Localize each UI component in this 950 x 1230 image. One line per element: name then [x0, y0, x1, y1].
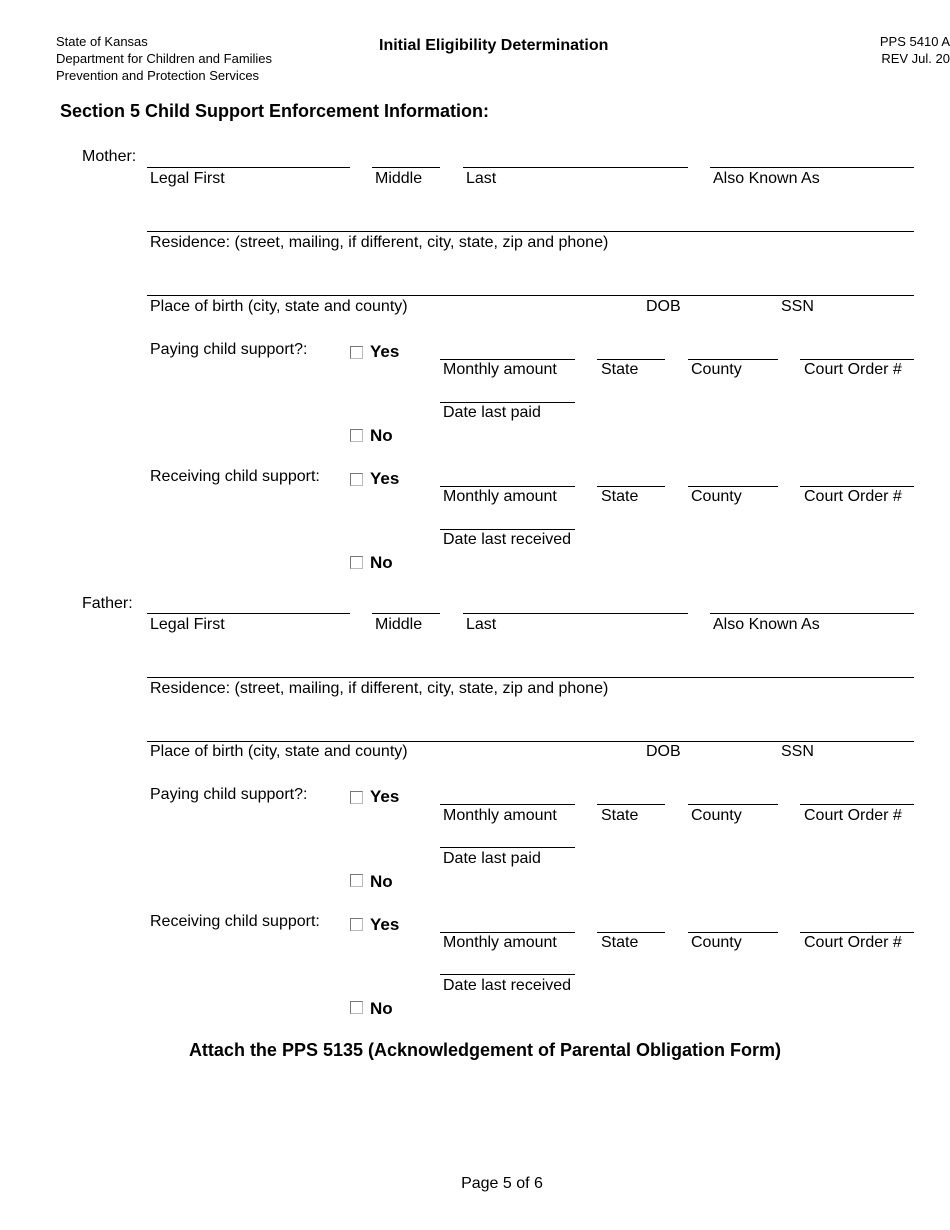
- ssn-label: SSN: [781, 743, 814, 760]
- pob-label: Place of birth (city, state and county): [150, 743, 408, 760]
- father-paying-monthly-amount-field[interactable]: [440, 804, 575, 805]
- org-name: [56, 33, 272, 84]
- aka-label: Also Known As: [713, 616, 820, 633]
- no-label: No: [370, 872, 393, 891]
- father-residence-field[interactable]: [147, 677, 914, 678]
- middle-label: Middle: [375, 170, 423, 187]
- mother-paying-monthly-amount-field[interactable]: [440, 359, 575, 360]
- county-label: County: [691, 361, 742, 378]
- court-order-label: Court Order #: [804, 807, 902, 824]
- mother-pob-dob-ssn-field[interactable]: [147, 295, 914, 296]
- legal-first-label: Legal First: [150, 170, 225, 187]
- mother-paying-state-field[interactable]: [597, 359, 665, 360]
- father-date-last-received-field[interactable]: [440, 974, 575, 975]
- father-label: Father:: [82, 595, 133, 612]
- mother-aka-field[interactable]: [710, 167, 914, 168]
- yes-label: Yes: [370, 342, 400, 361]
- mother-receiving-county-field[interactable]: [688, 486, 778, 487]
- father-receiving-state-field[interactable]: [597, 932, 665, 933]
- yes-label: Yes: [370, 915, 400, 934]
- mother-middle-field[interactable]: [372, 167, 440, 168]
- legal-first-label: Legal First: [150, 616, 225, 633]
- mother-last-field[interactable]: [463, 167, 688, 168]
- father-pob-dob-ssn-field[interactable]: [147, 741, 914, 742]
- state-label: State: [601, 488, 639, 505]
- father-aka-field[interactable]: [710, 613, 914, 614]
- residence-label: Residence: (street, mailing, if different, city, state, zip and phone): [150, 680, 609, 697]
- form-revision: REV Jul. 20: [881, 51, 950, 66]
- court-order-label: Court Order #: [804, 488, 902, 505]
- monthly-amount-label: Monthly amount: [443, 488, 557, 505]
- mother-receiving-court-order-field[interactable]: [800, 486, 914, 487]
- org-line-1: State of Kansas: [56, 34, 148, 49]
- residence-label: Residence: (street, mailing, if different, city, state, zip and phone): [150, 234, 609, 251]
- father-middle-field[interactable]: [372, 613, 440, 614]
- mother-paying-yes-checkbox[interactable]: [350, 346, 363, 359]
- date-last-received-label: Date last received: [443, 531, 572, 548]
- middle-label: Middle: [375, 616, 423, 633]
- no-label: No: [370, 999, 393, 1018]
- mother-paying-court-order-field[interactable]: [800, 359, 914, 360]
- org-line-2: Department for Children and Families: [56, 51, 273, 66]
- receiving-support-label: Receiving child support:: [150, 468, 320, 485]
- father-last-field[interactable]: [463, 613, 688, 614]
- father-receiving-monthly-amount-field[interactable]: [440, 932, 575, 933]
- mother-paying-no-checkbox[interactable]: [350, 429, 363, 442]
- county-label: County: [691, 488, 742, 505]
- dob-label: DOB: [646, 743, 681, 760]
- father-paying-county-field[interactable]: [688, 804, 778, 805]
- mother-label: Mother:: [82, 148, 137, 165]
- father-receiving-yes-checkbox[interactable]: [350, 918, 363, 931]
- last-label: Last: [466, 170, 497, 187]
- page-number: Page 5 of 6: [461, 1175, 543, 1192]
- date-last-paid-label: Date last paid: [443, 850, 541, 867]
- no-label: No: [370, 426, 393, 445]
- mother-date-last-paid-field[interactable]: [440, 402, 575, 403]
- state-label: State: [601, 361, 639, 378]
- pob-label: Place of birth (city, state and county): [150, 298, 408, 315]
- aka-label: Also Known As: [713, 170, 820, 187]
- no-label: No: [370, 553, 393, 572]
- county-label: County: [691, 807, 742, 824]
- father-paying-court-order-field[interactable]: [800, 804, 914, 805]
- state-label: State: [601, 807, 639, 824]
- father-paying-state-field[interactable]: [597, 804, 665, 805]
- father-date-last-paid-field[interactable]: [440, 847, 575, 848]
- org-line-3: Prevention and Protection Services: [56, 68, 260, 83]
- mother-receiving-yes-checkbox[interactable]: [350, 473, 363, 486]
- court-order-label: Court Order #: [804, 361, 902, 378]
- form-title: Initial Eligibility Determination: [379, 37, 609, 54]
- ssn-label: SSN: [781, 298, 814, 315]
- form-number: PPS 5410 A: [879, 34, 950, 49]
- mother-receiving-no-checkbox[interactable]: [350, 556, 363, 569]
- monthly-amount-label: Monthly amount: [443, 361, 557, 378]
- mother-date-last-received-field[interactable]: [440, 529, 575, 530]
- father-paying-no-checkbox[interactable]: [350, 874, 363, 887]
- court-order-label: Court Order #: [804, 934, 902, 951]
- paying-support-label: Paying child support?:: [150, 341, 308, 358]
- paying-support-label: Paying child support?:: [150, 786, 308, 803]
- mother-residence-field[interactable]: [147, 231, 914, 232]
- monthly-amount-label: Monthly amount: [443, 807, 557, 824]
- father-receiving-court-order-field[interactable]: [800, 932, 914, 933]
- father-receiving-no-checkbox[interactable]: [350, 1001, 363, 1014]
- date-last-received-label: Date last received: [443, 977, 572, 994]
- last-label: Last: [466, 616, 497, 633]
- yes-label: Yes: [370, 469, 400, 488]
- date-last-paid-label: Date last paid: [443, 404, 541, 421]
- yes-label: Yes: [370, 787, 400, 806]
- mother-paying-county-field[interactable]: [688, 359, 778, 360]
- county-label: County: [691, 934, 742, 951]
- receiving-support-label: Receiving child support:: [150, 913, 320, 930]
- form-id: [880, 33, 950, 67]
- father-legal-first-field[interactable]: [147, 613, 350, 614]
- father-receiving-county-field[interactable]: [688, 932, 778, 933]
- mother-receiving-monthly-amount-field[interactable]: [440, 486, 575, 487]
- mother-legal-first-field[interactable]: [147, 167, 350, 168]
- state-label: State: [601, 934, 639, 951]
- dob-label: DOB: [646, 298, 681, 315]
- father-paying-yes-checkbox[interactable]: [350, 791, 363, 804]
- monthly-amount-label: Monthly amount: [443, 934, 557, 951]
- section-title: Section 5 Child Support Enforcement Information:: [60, 101, 490, 121]
- attachment-note: Attach the PPS 5135 (Acknowledgement of Parental Obligation Form): [188, 1040, 782, 1060]
- mother-receiving-state-field[interactable]: [597, 486, 665, 487]
